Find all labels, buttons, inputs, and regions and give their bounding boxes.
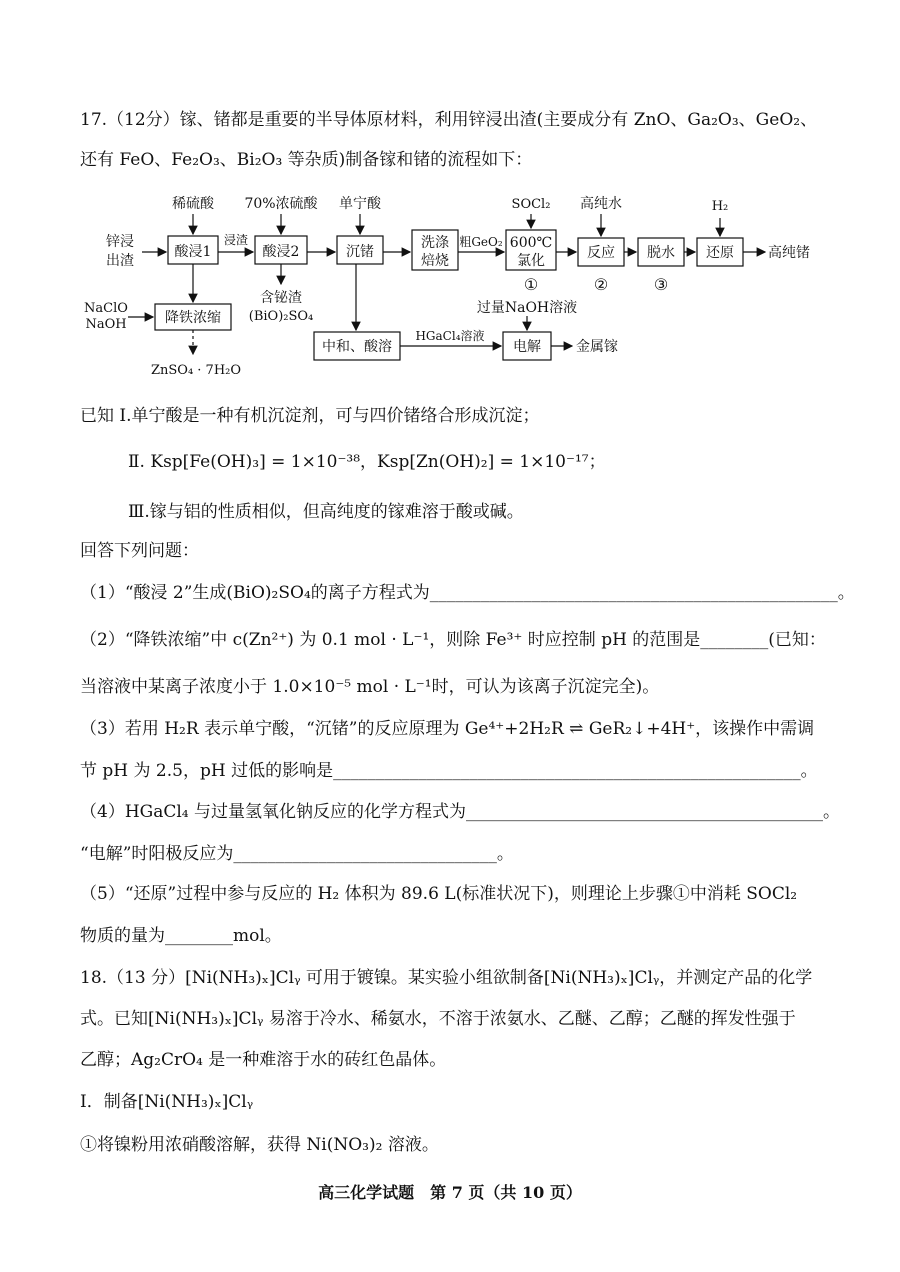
process-flowchart: [0, 188, 900, 388]
question-5-line2: 物质的量为________mol。: [80, 926, 282, 946]
reagent-dilute-acid: 稀硫酸: [172, 196, 214, 212]
question-4-line2: “电解”时阳极反应为_______________________________。: [80, 844, 514, 864]
box-electro-label: 电解: [513, 339, 541, 355]
box-dehydrate-label: 脱水: [647, 245, 675, 261]
start-label-2: 出渣: [106, 253, 134, 269]
questions-intro: 回答下列问题：: [80, 541, 199, 561]
slag-label: 浸渣: [223, 233, 249, 247]
question-1: （1）“酸浸 2”生成(BiO)₂SO₄的离子方程式为________________________________________________。: [80, 583, 855, 603]
q17-stem-line1: 17.（12分）镓、锗都是重要的半导体原材料，利用锌浸出渣(主要成分有 ZnO、Ga₂O₃、GeO₂、: [80, 110, 818, 130]
box-leach1-label: 酸浸1: [174, 244, 212, 260]
reagent-excess-naoh: 过量NaOH溶液: [476, 300, 578, 316]
product-ga: 金属镓: [576, 339, 618, 355]
step-2-marker: ②: [593, 275, 609, 294]
q18-part1-title: Ⅰ．制备[Ni(NH₃)ₓ]Clᵧ: [80, 1092, 254, 1112]
box-iron-label: 降铁浓缩: [165, 310, 221, 326]
q18-stem-line3: 乙醇；Ag₂CrO₄ 是一种难溶于水的砖红色晶体。: [80, 1050, 447, 1070]
box-wash-label-1: 洗涤: [421, 235, 449, 251]
question-5-line1: （5）“还原”过程中参与反应的 H₂ 体积为 89.6 L(标准状况下)，则理论上步骤①中消耗 SOCl₂: [80, 884, 798, 904]
known-3: Ⅲ.镓与铝的性质相似，但高纯度的镓难溶于酸或碱。: [128, 502, 524, 522]
q18-step1: ①将镍粉用浓硝酸溶解，获得 Ni(NO₃)₂ 溶液。: [80, 1135, 439, 1155]
question-3-line2: 节 pH 为 2.5，pH 过低的影响是_______________________________________________________。: [80, 761, 818, 781]
q18-stem-line2: 式。已知[Ni(NH₃)ₓ]Clᵧ 易溶于冷水、稀氨水，不溶于浓氨水、乙醚、乙醇；乙醚的挥发性强于: [80, 1009, 796, 1029]
reagent-conc-acid: 70%浓硫酸: [244, 196, 318, 212]
known-2: Ⅱ. Ksp[Fe(OH)₃] = 1×10⁻³⁸，Ksp[Zn(OH)₂] = 1×10⁻¹⁷；: [128, 452, 606, 472]
reagent-socl2: SOCl₂: [511, 197, 551, 212]
reagent-pure-water: 高纯水: [580, 196, 622, 212]
crude-geo2-label: 粗GeO₂: [459, 235, 503, 249]
box-reduce-label: 还原: [706, 245, 734, 261]
box-chlor-label-1: 600℃: [509, 235, 553, 251]
question-4-line1: （4）HGaCl₄ 与过量氢氧化钠反应的化学方程式为__________________________________________。: [80, 802, 841, 822]
page-footer: 高三化学试题 第 7 页（共 10 页）: [318, 1183, 582, 1202]
known-1: 已知 Ⅰ.单宁酸是一种有机沉淀剂，可与四价锗络合形成沉淀；: [80, 406, 540, 426]
box-chlor-label-2: 氯化: [517, 253, 545, 269]
q18-stem-line1: 18.（13 分）[Ni(NH₃)ₓ]Clᵧ 可用于镀镍。某实验小组欲制备[Ni(NH₃)ₓ]Clᵧ，并测定产品的化学: [80, 968, 813, 988]
product-ge: 高纯锗: [768, 245, 810, 261]
bi-slag-label-2: (BiO)₂SO₄: [248, 309, 314, 324]
box-precip-label: 沉锗: [346, 244, 374, 260]
question-2-line2: 当溶液中某离子浓度小于 1.0×10⁻⁵ mol · L⁻¹时，可认为该离子沉淀完全)。: [80, 677, 660, 697]
question-3-line1: （3）若用 H₂R 表示单宁酸，“沉锗”的反应原理为 Ge⁴⁺+2H₂R ⇌ GeR₂↓+4H⁺，该操作中需调: [80, 719, 815, 739]
step-1-marker: ①: [523, 275, 539, 294]
box-leach2-label: 酸浸2: [262, 244, 300, 260]
box-neutral-label: 中和、酸溶: [322, 339, 392, 355]
reagent-naclo: NaClO: [84, 301, 128, 316]
reagent-tannin: 单宁酸: [339, 196, 381, 212]
start-label-1: 锌浸: [106, 234, 134, 250]
step-3-marker: ③: [653, 275, 669, 294]
q17-stem-line2: 还有 FeO、Fe₂O₃、Bi₂O₃ 等杂质)制备镓和锗的流程如下：: [80, 150, 533, 170]
box-wash-label-2: 焙烧: [421, 253, 449, 269]
question-2-line1: （2）“降铁浓缩”中 c(Zn²⁺) 为 0.1 mol · L⁻¹，则除 Fe³⁺ 时应控制 pH 的范围是________(已知：: [80, 630, 826, 650]
product-znso4: ZnSO₄ · 7H₂O: [150, 363, 242, 378]
reagent-h2: H₂: [711, 199, 729, 214]
reagent-naoh: NaOH: [85, 317, 127, 332]
bi-slag-label-1: 含铋渣: [260, 290, 302, 306]
hgacl4-label: HGaCl₄溶液: [415, 329, 485, 343]
box-react-label: 反应: [587, 245, 615, 261]
